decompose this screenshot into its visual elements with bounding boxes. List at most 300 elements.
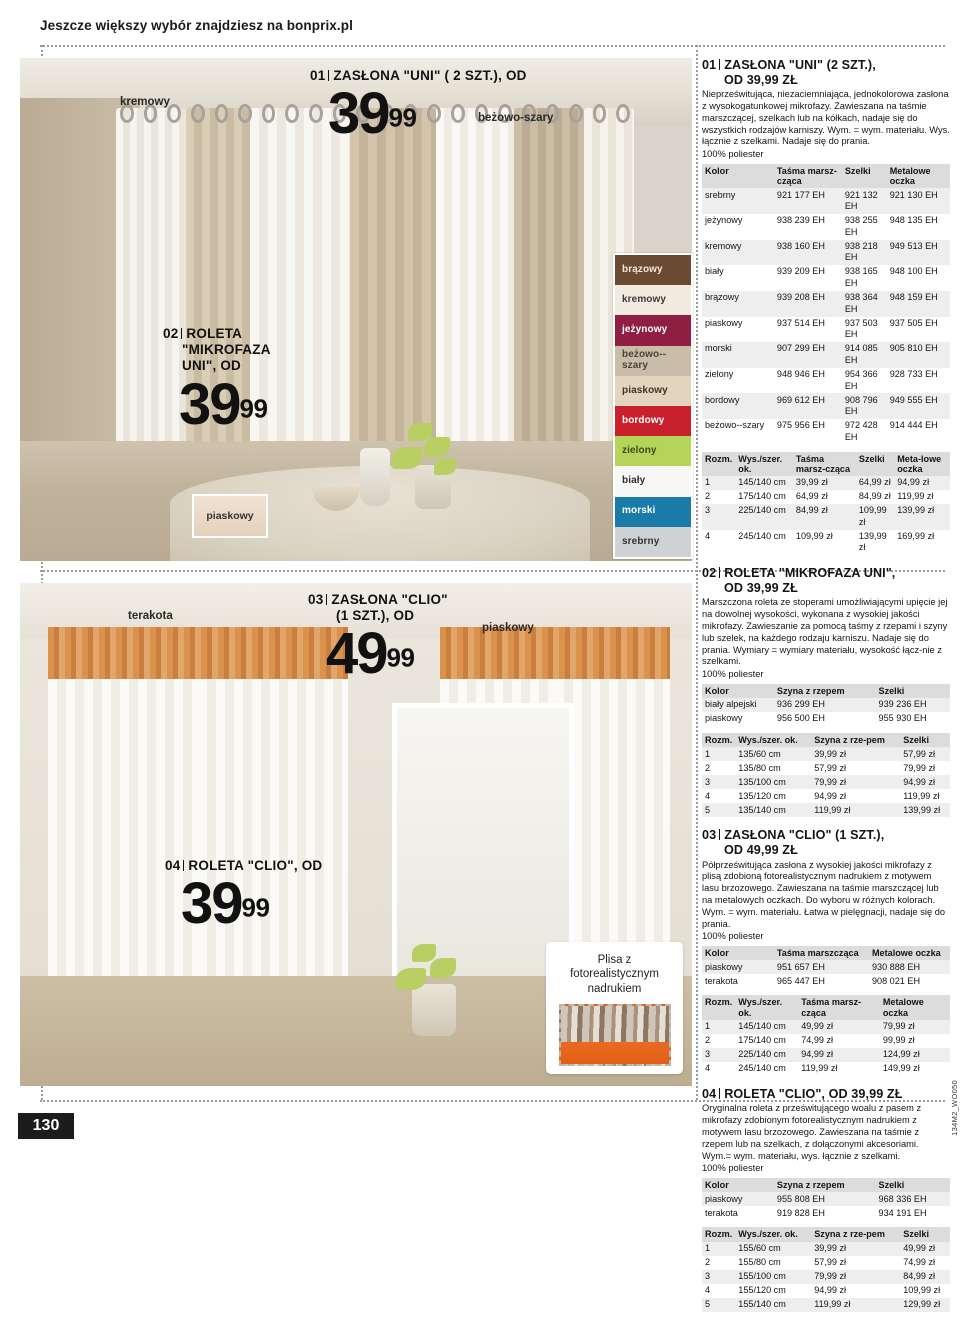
color-swatch-label: zielony [622, 444, 657, 456]
table-row [702, 789, 950, 803]
color-swatch-label: bordowy [622, 414, 665, 426]
table-row [702, 291, 950, 317]
callout-03-price-cents: 99 [386, 642, 415, 673]
cell-code: 939 209 EH [776, 266, 825, 277]
color-swatch-item [615, 315, 691, 345]
cell-code: 939 236 EH [878, 699, 927, 710]
col-kolor: Kolor [702, 164, 774, 188]
cell-price: 39,99 zł [814, 748, 847, 759]
color-swatch-item [615, 466, 691, 496]
table-header-row [702, 164, 950, 188]
cell-color: zielony [705, 368, 734, 379]
photo2-printed-pelmet [440, 627, 670, 679]
col-kolor: Kolor [702, 946, 774, 960]
callout-product-02 [163, 326, 271, 437]
product-01-color-table [702, 164, 950, 445]
table-row [702, 530, 950, 556]
photo2-plant-leaf [412, 944, 436, 962]
col-szelki-price: Szelki [900, 1227, 950, 1241]
product-block-03 [702, 828, 950, 1075]
product-02-title-line1: ROLETA "MIKROFAZA UNI", [724, 566, 896, 581]
col-kolor: Kolor [702, 684, 774, 698]
product-04-title-line1: ROLETA "CLIO", OD 39,99 ZŁ [724, 1086, 903, 1101]
callout-01-number: 01 [310, 68, 326, 83]
product-block-01 [702, 58, 950, 555]
table-row [702, 761, 950, 775]
cell-price: 84,99 zł [858, 491, 891, 502]
cell-price: 139,99 zł [897, 505, 935, 516]
product-01-title [702, 58, 950, 87]
color-swatch-item [615, 285, 691, 315]
table-row [702, 1298, 950, 1312]
cell-size-no: 4 [705, 530, 711, 541]
col-szyna-price: Szyna z rze-pem [811, 733, 900, 747]
cell-dims: 135/140 cm [738, 804, 786, 815]
table-header-row [702, 1227, 950, 1241]
cell-code: 955 930 EH [878, 713, 927, 724]
cell-code: 938 239 EH [776, 215, 825, 226]
cell-dims: 175/140 cm [738, 491, 786, 502]
cell-price: 139,99 zł [858, 530, 887, 553]
table-row [702, 240, 950, 266]
cell-price: 139,99 zł [903, 804, 941, 815]
product-04-material: 100% poliester [702, 1163, 764, 1174]
cell-code: 972 428 EH [844, 420, 878, 442]
callout-02-title-line2: "MIKROFAZA [182, 341, 271, 357]
cell-code: 914 085 EH [844, 343, 878, 365]
cell-dims: 135/60 cm [738, 748, 781, 759]
product-04-title [702, 1087, 950, 1102]
table-row [702, 1242, 950, 1256]
cell-size-no: 1 [705, 477, 711, 488]
cell-code: 938 364 EH [844, 292, 878, 314]
cell-color: biały alpejski [705, 699, 757, 710]
table-row [702, 960, 950, 974]
product-02-size-table [702, 733, 950, 817]
table-row [702, 974, 950, 988]
product-04-size-table [702, 1227, 950, 1311]
cell-code: 908 796 EH [844, 394, 878, 417]
cell-price: 169,99 zł [897, 530, 935, 541]
cell-price: 57,99 zł [814, 1256, 847, 1267]
callout-02-price-cents: 99 [239, 393, 268, 424]
cell-code: 908 021 EH [871, 975, 921, 986]
divider-vertical-right [696, 45, 698, 1100]
product-04-color-table [702, 1178, 950, 1220]
cell-size-no: 3 [705, 505, 711, 516]
color-swatch-label: beżowo--szary [622, 349, 667, 371]
cell-price: 79,99 zł [814, 776, 847, 787]
product-01-material: 100% poliester [702, 149, 764, 160]
cell-code: 949 555 EH [889, 394, 938, 405]
color-swatch-label: biały [622, 475, 646, 487]
cell-size-no: 4 [705, 790, 711, 801]
cell-color: kremowy [705, 240, 742, 251]
cell-dims: 155/120 cm [738, 1284, 786, 1295]
cell-dims: 145/140 cm [738, 477, 786, 488]
table-header-row [702, 1178, 950, 1192]
cell-code: 914 444 EH [889, 420, 938, 431]
color-swatch-label: srebrny [622, 535, 660, 547]
cell-price: 124,99 zł [882, 1049, 920, 1060]
color-swatch-label: kremowy [622, 294, 667, 306]
product-03-number: 03 [702, 828, 717, 843]
col-tasma-price: Taśma marsz-cząca [798, 995, 880, 1019]
photo1-swatch-piaskowy [192, 494, 268, 538]
cell-code: 965 447 EH [776, 975, 825, 986]
cell-color: brązowy [705, 292, 739, 303]
product-01-title-line1: ZASŁONA "UNI" (2 SZT.), [724, 58, 876, 72]
photo2-plant-leaf [430, 958, 456, 978]
cell-dims: 145/140 cm [738, 1021, 786, 1032]
cell-code: 937 503 EH [844, 317, 878, 340]
table-row [702, 490, 950, 504]
plisa-inset-card [546, 942, 683, 1074]
cell-color: srebrny [705, 189, 736, 200]
callout-04-title: ROLETA "CLIO", OD [188, 858, 323, 873]
callout-02-price-main: 39 [179, 371, 240, 437]
cell-code: 939 208 EH [776, 292, 825, 303]
cell-code: 955 808 EH [776, 1193, 825, 1204]
table-row [702, 265, 950, 291]
photo2-printed-pelmet [48, 627, 348, 679]
cell-size-no: 3 [705, 1270, 711, 1281]
cell-code: 907 299 EH [776, 343, 825, 354]
cell-price: 39,99 zł [795, 477, 828, 488]
cell-code: 948 159 EH [889, 292, 938, 303]
photo1-label-bezowo-szary: beżowo-szary [478, 112, 554, 124]
table-row [702, 317, 950, 343]
col-rozm: Rozm. [702, 733, 735, 747]
table-row [702, 1020, 950, 1034]
table-row [702, 747, 950, 761]
cell-dims: 135/100 cm [738, 776, 786, 787]
cell-code: 948 135 EH [889, 215, 938, 226]
product-02-number: 02 [702, 566, 717, 581]
product-03-title-line2: OD 49,99 ZŁ [724, 843, 798, 858]
cell-price: 74,99 zł [801, 1035, 834, 1046]
col-szelki: Szelki [842, 164, 887, 188]
cell-code: 921 177 EH [776, 189, 825, 200]
cell-price: 64,99 zł [858, 477, 891, 488]
col-wymiary: Wys./szer. ok. [735, 1227, 811, 1241]
table-row [702, 1034, 950, 1048]
cell-code: 975 956 EH [776, 420, 825, 431]
col-szyna: Szyna z rzepem [774, 1178, 876, 1192]
col-szyna: Szyna z rzepem [774, 684, 876, 698]
cell-dims: 155/100 cm [738, 1270, 786, 1281]
col-rozm: Rozm. [702, 1227, 735, 1241]
table-row [702, 476, 950, 490]
cell-size-no: 1 [705, 748, 711, 759]
cell-dims: 155/60 cm [738, 1242, 781, 1253]
col-szelki: Szelki [876, 684, 950, 698]
table-header-row [702, 995, 950, 1019]
table-row [702, 698, 950, 712]
table-row [702, 1256, 950, 1270]
table-header-row [702, 452, 950, 476]
product-04-number: 04 [702, 1086, 717, 1101]
cell-code: 921 132 EH [844, 189, 878, 212]
photo1-plant-leaf [434, 458, 456, 475]
callout-04-number: 04 [165, 858, 181, 873]
cell-color: bordowy [705, 394, 740, 405]
table-row [702, 1048, 950, 1062]
cell-size-no: 2 [705, 1256, 711, 1267]
cell-code: 921 130 EH [889, 189, 938, 200]
photo1-label-kremowy: kremowy [120, 96, 170, 108]
product-03-color-table [702, 946, 950, 988]
curtain-ring-icon [569, 104, 583, 123]
callout-01-price-main: 39 [328, 80, 389, 146]
cell-price: 94,99 zł [801, 1049, 834, 1060]
curtain-ring-icon [215, 104, 229, 123]
product-03-size-table [702, 995, 950, 1075]
table-row [702, 393, 950, 419]
callout-03-header [308, 592, 448, 624]
cell-color: piaskowy [705, 961, 743, 972]
cell-code: 948 100 EH [889, 266, 938, 277]
cell-color: morski [705, 343, 732, 354]
photo2-plant-leaf [396, 968, 426, 990]
cell-price: 119,99 zł [814, 804, 851, 815]
color-swatch-label: brązowy [622, 263, 663, 275]
cell-price: 119,99 zł [814, 1298, 851, 1309]
cell-color: terakota [705, 975, 738, 986]
cell-color: jeżynowy [705, 215, 743, 226]
product-02-title [702, 566, 950, 595]
cell-size-no: 4 [705, 1284, 711, 1295]
curtain-ring-icon [262, 104, 276, 123]
col-tasma: Taśma marszcząca [774, 946, 869, 960]
curtain-ring-icon [593, 104, 607, 123]
cell-code: 969 612 EH [776, 394, 825, 405]
cell-dims: 155/80 cm [738, 1256, 781, 1267]
col-oczka: Metalowe oczka [869, 946, 950, 960]
callout-product-04 [165, 858, 323, 936]
callout-product-01 [310, 68, 527, 146]
cell-size-no: 5 [705, 1298, 711, 1309]
cell-price: 79,99 zł [882, 1021, 915, 1032]
color-swatch-item [615, 346, 691, 376]
cell-size-no: 5 [705, 804, 711, 815]
callout-02-header [163, 326, 271, 374]
product-details-rail [702, 58, 950, 1323]
callout-03-title-line1: ZASŁONA "CLIO" [331, 592, 448, 607]
page-number: 130 [18, 1113, 74, 1139]
product-01-size-table [702, 452, 950, 556]
cell-color: piaskowy [705, 317, 743, 328]
cell-code: 938 165 EH [844, 266, 878, 289]
curtain-ring-icon [191, 104, 205, 123]
cell-price: 109,99 zł [903, 1284, 941, 1295]
color-swatch-item [615, 527, 691, 557]
photo1-swatch-label: piaskowy [206, 510, 254, 522]
cell-size-no: 2 [705, 1035, 711, 1046]
cell-code: 930 888 EH [871, 961, 921, 972]
cell-size-no: 1 [705, 1021, 711, 1032]
plisa-detail-image [559, 1004, 671, 1066]
col-wymiary: Wys./szer. ok. [735, 995, 798, 1019]
cell-price: 57,99 zł [814, 762, 847, 773]
cell-color: piaskowy [705, 1193, 743, 1204]
cell-size-no: 2 [705, 762, 711, 773]
cell-color: beżowo--szary [705, 420, 765, 431]
cell-dims: 155/140 cm [738, 1298, 786, 1309]
cell-size-no: 2 [705, 491, 711, 502]
color-swatch-label: piaskowy [622, 384, 668, 396]
col-kolor: Kolor [702, 1178, 774, 1192]
photo1-plant-leaf [424, 437, 450, 457]
cell-dims: 135/120 cm [738, 790, 786, 801]
cell-price: 79,99 zł [903, 762, 936, 773]
col-rozm: Rozm. [702, 995, 735, 1019]
photo2-plant-pot [412, 984, 456, 1036]
callout-03-price [326, 620, 448, 686]
product-block-02 [702, 566, 950, 817]
photo1-plant-leaf [392, 447, 422, 469]
cell-price: 129,99 zł [903, 1298, 941, 1309]
cell-code: 954 366 EH [844, 368, 878, 391]
callout-03-number: 03 [308, 592, 324, 607]
plisa-caption: Plisa z fotorealistycznym nadrukiem [570, 954, 659, 995]
cell-price: 109,99 zł [858, 505, 887, 527]
cell-price: 64,99 zł [795, 491, 828, 502]
col-szelki: Szelki [876, 1178, 950, 1192]
cell-dims: 225/140 cm [738, 1049, 786, 1060]
table-header-row [702, 733, 950, 747]
callout-02-title-line1: ROLETA [186, 326, 243, 341]
table-row [702, 188, 950, 214]
divider-top [40, 45, 945, 47]
product-01-description: Nieprześwitująca, niezaciemniająca, jednokolorowa zasłona z wysokogatunkowej mikrofazy. Zawieszana na taśmie marszczącej, szelkach lub na kółkach, nadaje się do wszystkich rodzajów karniszy. Wym. = wym. materiału. Wys. łącznie z szelkami. Nadaje się do prania. [702, 89, 950, 147]
product-block-04 [702, 1087, 950, 1312]
curtain-ring-icon [238, 104, 252, 123]
col-szelki-price: Szelki [900, 733, 950, 747]
cell-code: 937 505 EH [889, 317, 938, 328]
cell-code: 956 500 EH [776, 713, 825, 724]
col-wymiary: Wys./szer. ok. [735, 452, 793, 476]
cell-code: 905 810 EH [889, 343, 938, 354]
callout-product-03 [308, 592, 448, 686]
cell-price: 84,99 zł [903, 1270, 936, 1281]
product-03-material: 100% poliester [702, 931, 764, 942]
callout-01-title: ZASŁONA "UNI" ( 2 SZT.), OD [333, 68, 527, 83]
cell-price: 94,99 zł [897, 477, 930, 488]
table-row [702, 419, 950, 445]
col-szyna-price: Szyna z rze-pem [811, 1227, 900, 1241]
cell-price: 79,99 zł [814, 1270, 847, 1281]
cell-code: 968 336 EH [878, 1193, 927, 1204]
callout-02-number: 02 [163, 326, 179, 341]
cell-dims: 245/140 cm [738, 530, 786, 541]
cell-code: 951 657 EH [776, 961, 825, 972]
photo2-label-terakota: terakota [128, 610, 173, 622]
photo1-decor-vase [360, 448, 390, 506]
cell-price: 119,99 zł [897, 491, 934, 502]
callout-03-price-main: 49 [326, 620, 387, 686]
cell-code: 948 946 EH [776, 368, 825, 379]
table-row [702, 342, 950, 368]
cell-color: piaskowy [705, 713, 743, 724]
cell-price: 39,99 zł [814, 1242, 847, 1253]
color-swatch-label: morski [622, 505, 656, 517]
product-01-number: 01 [702, 58, 717, 72]
product-01-title-line2: OD 39,99 ZŁ [724, 72, 798, 87]
promo-banner-text: Jeszcze większy wybór znajdziesz na bonprix.pl [40, 18, 353, 33]
cell-code: 938 218 EH [844, 240, 878, 263]
cell-price: 74,99 zł [903, 1256, 936, 1267]
table-row [702, 368, 950, 394]
color-swatch-label: jeżynowy [622, 324, 668, 336]
col-oczka-price: Metalowe oczka [880, 995, 950, 1019]
cell-size-no: 4 [705, 1063, 711, 1074]
table-row [702, 1284, 950, 1298]
col-wymiary: Wys./szer. ok. [735, 733, 811, 747]
color-swatch-strip [613, 253, 693, 559]
callout-01-price-cents: 99 [388, 102, 417, 133]
col-tasma: Taśma marsz-cząca [774, 164, 842, 188]
edition-code: 134M2_WO050 [950, 1080, 959, 1136]
table-row [702, 1062, 950, 1076]
cell-color: biały [705, 266, 724, 277]
table-row [702, 775, 950, 789]
cell-code: 936 299 EH [776, 699, 825, 710]
col-oczka-price: Meta-lowe oczka [894, 452, 950, 476]
cell-code: 928 733 EH [889, 368, 938, 379]
cell-price: 84,99 zł [795, 505, 828, 516]
product-03-title-line1: ZASŁONA "CLIO" (1 SZT.), [724, 828, 885, 843]
curtain-ring-icon [285, 104, 299, 123]
cell-size-no: 3 [705, 1049, 711, 1060]
cell-price: 119,99 zł [903, 790, 940, 801]
callout-04-price-main: 39 [181, 870, 242, 936]
cell-dims: 245/140 cm [738, 1063, 786, 1074]
cell-price: 109,99 zł [795, 530, 833, 541]
table-row [702, 803, 950, 817]
color-swatch-item [615, 376, 691, 406]
table-row [702, 1206, 950, 1220]
cell-price: 94,99 zł [903, 776, 936, 787]
table-header-row [702, 946, 950, 960]
color-swatch-item [615, 255, 691, 285]
table-row [702, 214, 950, 240]
cell-code: 919 828 EH [776, 1207, 825, 1218]
col-rozm: Rozm. [702, 452, 735, 476]
callout-04-price [181, 870, 322, 936]
product-02-description: Marszczona roleta ze stoperami umożliwiającymi upięcie jej na dowolnej wysokości, wykonana z wysokiej jakości mikrofazy. Zawieszanie za pomocą taśmy z rzepami i szyny lub szelek, na każdego rodzaju karniszu. Nadaje się do prania. Wymiary = wymiary materiału, wysokość łącz-nie z szelkami. [702, 597, 948, 667]
cell-code: 938 160 EH [776, 240, 825, 251]
cell-price: 119,99 zł [801, 1063, 838, 1074]
product-03-title [702, 828, 950, 857]
callout-04-price-cents: 99 [241, 892, 270, 923]
cell-color: terakota [705, 1207, 738, 1218]
col-tasma-price: Taśma marsz-cząca [793, 452, 856, 476]
cell-price: 149,99 zł [882, 1063, 920, 1074]
product-04-description: Oryginalna roleta z prześwitującego woalu z pasem z mikrofazy zdobionym fotorealistycznym nadrukiem z motywem lasu brzozowego. Zawieszana na taśmie z rzepem lub na szelkach, z dołączonymi akcesoriami. Wym.= wym. materiału, wys. łącznie z szelkami. [702, 1103, 922, 1161]
table-row [702, 504, 950, 530]
table-row [702, 1270, 950, 1284]
cell-code: 949 513 EH [889, 240, 938, 251]
cell-code: 934 191 EH [878, 1207, 927, 1218]
product-03-description: Półprześwitująca zasłona z wysokiej jakości mikrofazy z plisą zdobioną fotorealistycznym nadrukiem z motywem lasu brzozowego. Zawieszana na taśmie marszczącej lub na metalowych oczkach. Do wyboru w różnych kolorach. Wym. = wym. materiału. Łatwa w pielęgnacji, nadaje się do prania. [702, 859, 946, 929]
color-swatch-item [615, 406, 691, 436]
cell-size-no: 1 [705, 1242, 711, 1253]
cell-price: 49,99 zł [801, 1021, 834, 1032]
callout-02-price [179, 371, 271, 437]
product-02-title-line2: OD 39,99 ZŁ [724, 580, 798, 595]
color-swatch-item [615, 436, 691, 466]
